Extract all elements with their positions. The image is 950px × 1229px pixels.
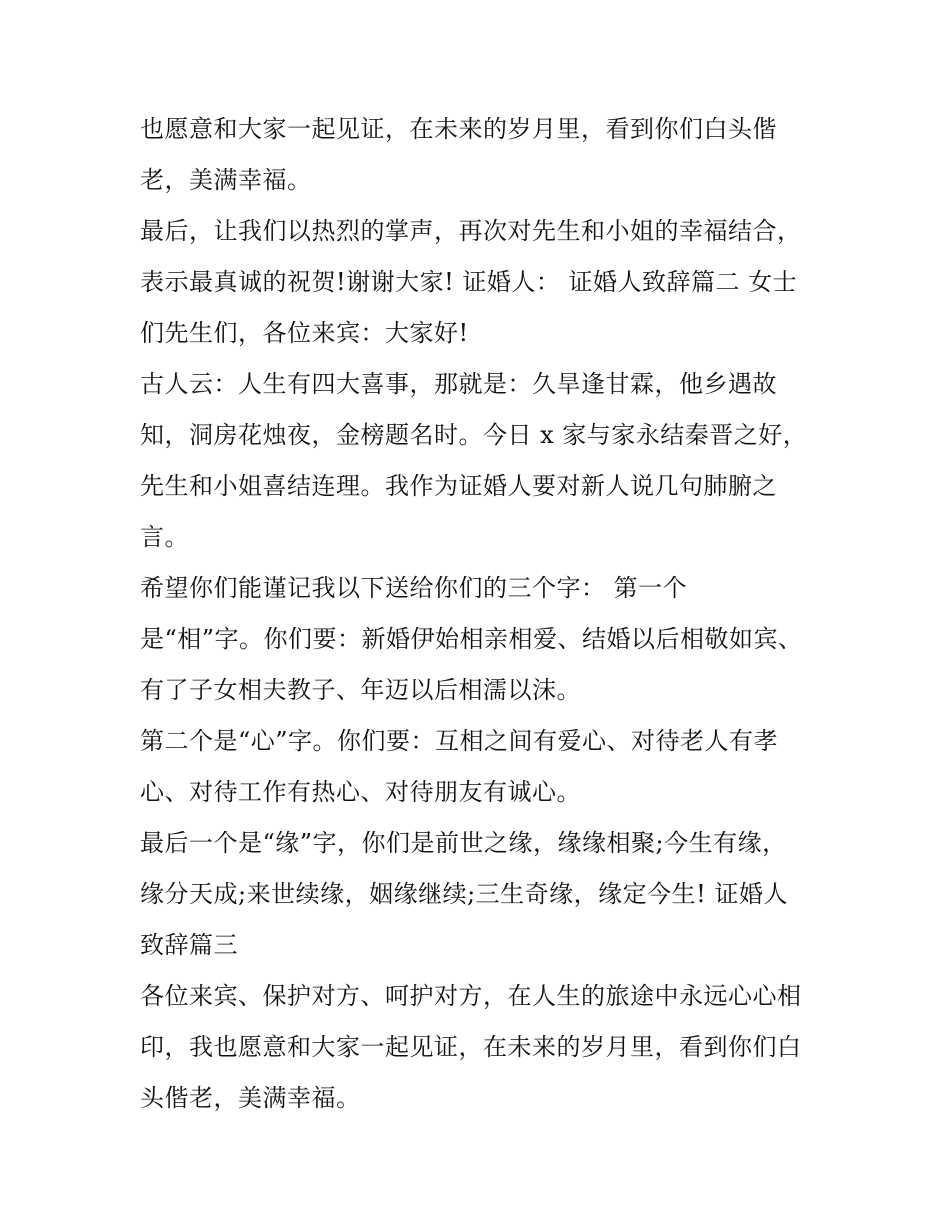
text-line: 心、对待工作有热心、对待朋友有诚心。 — [140, 778, 581, 806]
text-line: 们先生们，各位来宾：大家好! — [140, 319, 469, 347]
text-line: 希望你们能谨记我以下送给你们的三个字： 第一个 — [140, 574, 688, 602]
text-line: 最后一个是“缘”字，你们是前世之缘，缘缘相聚;今生有缘， — [140, 829, 787, 857]
text-line: 是“相”字。你们要：新婚伊始相亲相爱、结婚以后相敬如宾、 — [140, 625, 803, 653]
text-line: 表示最真诚的祝贺!谢谢大家! 证婚人： 证婚人致辞篇二 女士 — [140, 268, 798, 296]
text-line: 头偕老，美满幸福。 — [140, 1084, 361, 1112]
text-line: 缘分天成;来世续缘，姻缘继续;三生奇缘，缘定今生! 证婚人 — [140, 880, 788, 908]
text-line: 老，美满幸福。 — [140, 166, 312, 194]
text-line: 印，我也愿意和大家一起见证，在未来的岁月里，看到你们白 — [140, 1033, 802, 1061]
text-line: 各位来宾、保护对方、呵护对方，在人生的旅途中永远心心相 — [140, 982, 802, 1010]
text-line: 致辞篇三 — [140, 931, 238, 959]
text-line: 最后，让我们以热烈的掌声，再次对先生和小姐的幸福结合， — [140, 217, 802, 245]
text-line: 第二个是“心”字。你们要：互相之间有爱心、对待老人有孝 — [140, 727, 779, 755]
text-line: 先生和小姐喜结连理。我作为证婚人要对新人说几句肺腑之 — [140, 472, 777, 500]
text-line: 古人云：人生有四大喜事，那就是：久旱逢甘霖，他乡遇故 — [140, 370, 777, 398]
text-line: 知，洞房花烛夜，金榜题名时。今日 x 家与家永结秦晋之好， — [140, 421, 808, 449]
document-body — [140, 104, 820, 1124]
text-line: 有了子女相夫教子、年迈以后相濡以沫。 — [140, 676, 581, 704]
text-line: 也愿意和大家一起见证，在未来的岁月里，看到你们白头偕 — [140, 115, 777, 143]
text-line: 言。 — [140, 523, 189, 551]
